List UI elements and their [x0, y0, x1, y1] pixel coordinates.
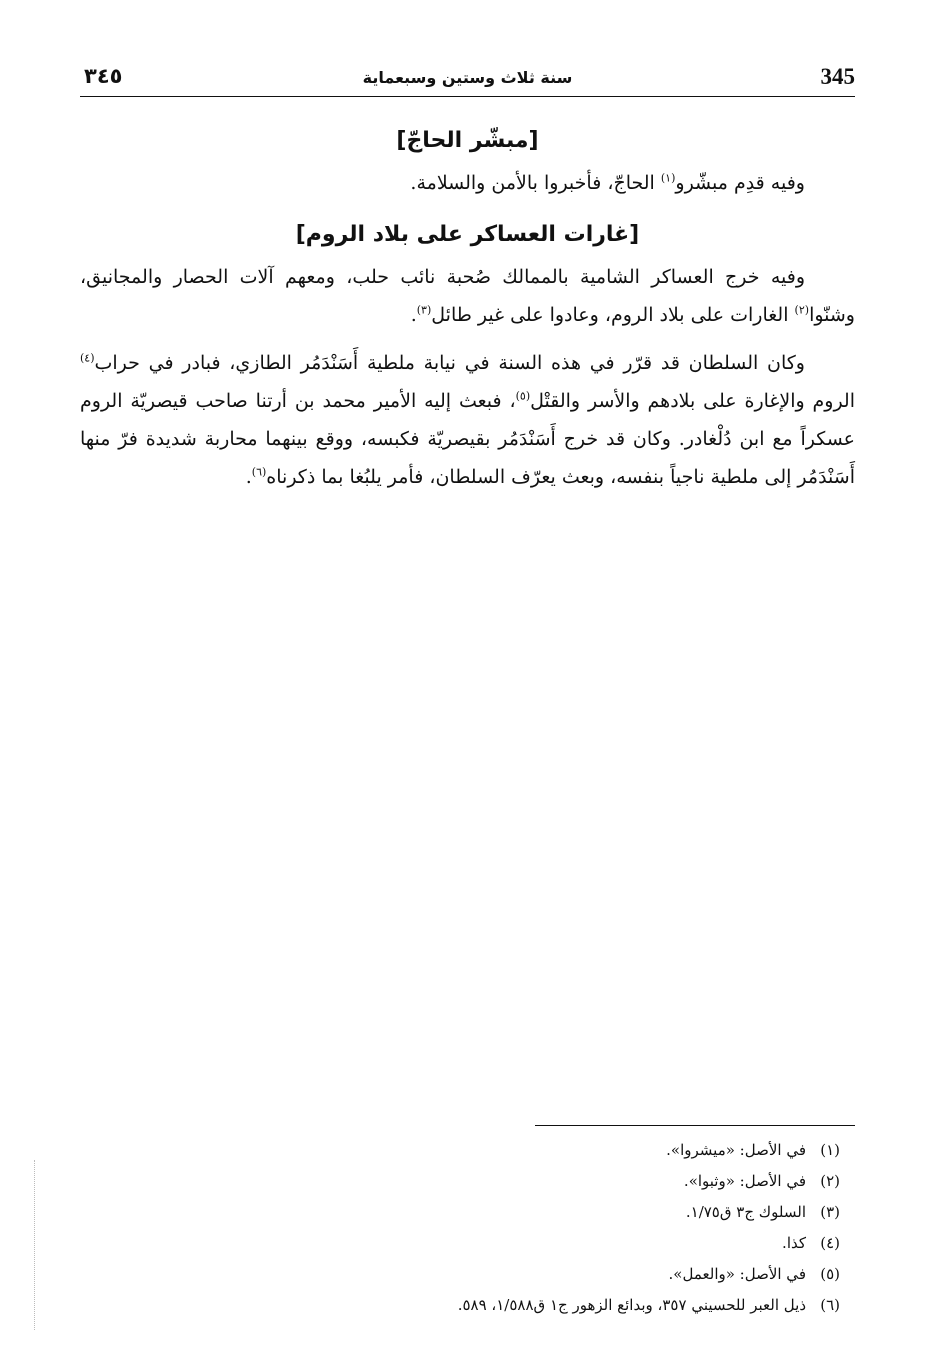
page-header	[80, 60, 855, 97]
footnote-text: في الأصل: «والعمل».	[668, 1265, 806, 1283]
footnote-text: ذيل العبر للحسيني ٣٥٧، وبدائع الزهور ج١ ق١/٥٨٨، ٥٨٩.	[457, 1296, 806, 1314]
paragraph-raids-2	[80, 344, 855, 496]
footnote-number: (٤)	[820, 1234, 840, 1252]
raids-p1-b: الغارات على بلاد الروم، وعادوا على غير طائل	[431, 304, 795, 326]
hajj-text-start: وفيه قدِم مبشّرو	[675, 172, 805, 194]
footnote-ref-4: (٤)	[80, 351, 95, 365]
footnote-ref-3: (٣)	[416, 303, 432, 317]
footnote-number: (٢)	[820, 1172, 840, 1190]
footnote-4	[80, 1228, 850, 1259]
section-heading-raids: [غارات العساكر على بلاد الروم]	[295, 222, 640, 247]
footnote-text: السلوك ج٣ ق١/٧٥.	[685, 1203, 806, 1221]
raids-p2-c: ، فبعث إليه الأمير محمد بن أرتنا صاحب قيصريّة الروم عسكراً مع ابن دُلْغادر. وكان قد خرج أَسَنْدَمُر بقيصريّة فكبسه، ووقع بينهما محاربة شديدة فرّ منها أَسَنْدَمُر إلى ملطية ناجياً بنفسه، وبعث يعرّف السلطان، فأمر يلبُغا بما ذكرناه	[80, 390, 855, 488]
footnote-number: (٥)	[820, 1265, 840, 1283]
footnote-5	[80, 1259, 850, 1290]
paragraph-raids-1	[80, 258, 855, 334]
raids-p2-b: الروم والإغارة على بلادهم والأسر والقتْل	[530, 390, 856, 412]
page-number-arabic: ٣٤٥	[84, 64, 123, 88]
raids-p2-a: وكان السلطان قد قرّر في هذه السنة في نيابة ملطية أَسَنْدَمُر الطازي، فبادر في حراب	[94, 352, 805, 374]
page-number-latin: 345	[820, 64, 855, 89]
footnote-text: في الأصل: «ميشروا».	[666, 1141, 806, 1159]
section-heading-hajj: [مبشّر الحاجّ]	[396, 128, 539, 153]
footnote-3	[80, 1197, 850, 1228]
raids-p2-d: .	[245, 466, 252, 488]
footnote-number: (١)	[820, 1141, 840, 1159]
footnote-number: (٦)	[820, 1296, 840, 1314]
footnote-text: كذا.	[782, 1234, 806, 1252]
footnotes	[80, 1135, 850, 1321]
footnote-number: (٣)	[820, 1203, 840, 1221]
raids-p1-c: .	[410, 304, 417, 326]
footnote-ref-5: (٥)	[515, 389, 531, 403]
main-content	[80, 118, 855, 496]
margin-mark	[34, 1160, 36, 1330]
footnote-1	[80, 1135, 850, 1166]
raids-p1-a: وفيه خرج العساكر الشامية بالممالك صُحبة نائب حلب، ومعهم آلات الحصار والمجانيق، وشنّوا	[80, 266, 855, 326]
footnote-ref-2: (٢)	[794, 303, 810, 317]
paragraph-hajj	[80, 164, 855, 202]
footnote-ref-1: (١)	[660, 171, 676, 185]
footnote-divider	[535, 1125, 855, 1126]
footnote-2	[80, 1166, 850, 1197]
running-title: سنة ثلاث وستين وسبعماية	[362, 68, 573, 87]
footnote-6	[80, 1290, 850, 1321]
footnote-ref-6: (٦)	[251, 465, 267, 479]
hajj-text-end: الحاجّ، فأخبروا بالأمن والسلامة.	[410, 172, 661, 194]
footnote-text: في الأصل: «وثبوا».	[683, 1172, 806, 1190]
